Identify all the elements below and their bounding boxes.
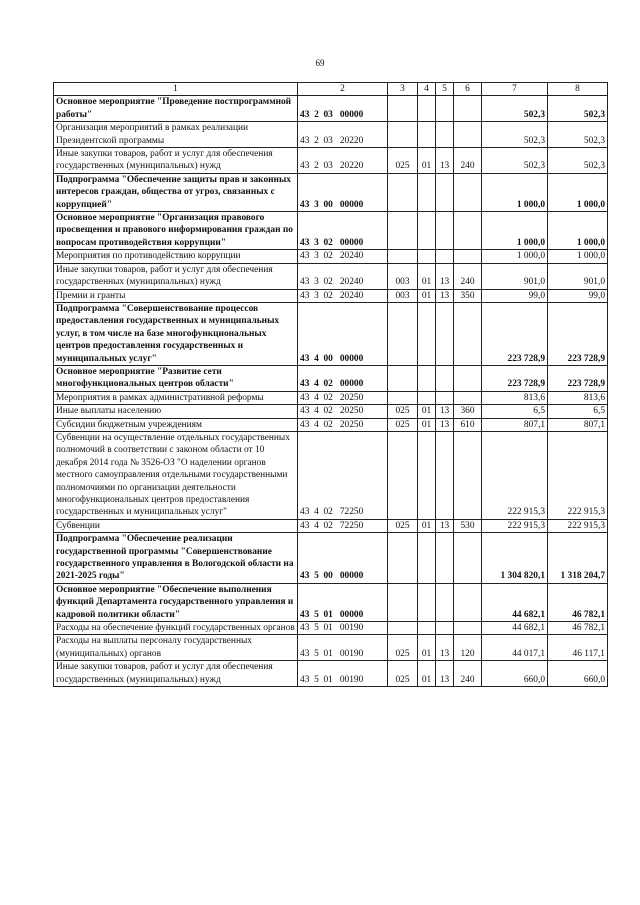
- row-name-cell: Мероприятия по противодействию коррупции: [54, 250, 298, 263]
- row-col5-cell: [436, 212, 454, 250]
- row-col3-cell: [388, 122, 418, 148]
- row-value-2021-cell: 502,3: [482, 96, 548, 122]
- table-row: [54, 263, 608, 289]
- table-row: [54, 431, 608, 519]
- row-value-2021-cell: 99,0: [482, 289, 548, 302]
- table-row: [54, 391, 608, 404]
- row-code-cell: 43 4 02 20250: [298, 391, 388, 404]
- row-col6-cell: [454, 96, 482, 122]
- row-code-cell: 43 4 02 72250: [298, 519, 388, 532]
- row-col6-cell: [454, 583, 482, 621]
- table-row: [54, 365, 608, 391]
- row-value-2021-cell: 223 728,9: [482, 365, 548, 391]
- row-value-2022-cell: 99,0: [548, 289, 608, 302]
- row-name-cell: Основное мероприятие "Обеспечение выполнения функций Департамента государственного управления и кадровой политики области": [54, 583, 298, 621]
- row-code-cell: 43 3 00 00000: [298, 173, 388, 211]
- row-code-cell: 43 4 02 00000: [298, 365, 388, 391]
- row-col4-cell: 01: [418, 148, 436, 174]
- row-col6-cell: 240: [454, 661, 482, 687]
- table-row: [54, 533, 608, 584]
- row-col6-cell: [454, 122, 482, 148]
- row-col3-cell: 025: [388, 405, 418, 418]
- row-code-cell: 43 3 02 20240: [298, 289, 388, 302]
- row-value-2021-cell: 1 000,0: [482, 212, 548, 250]
- row-value-2021-cell: 6,5: [482, 405, 548, 418]
- row-code-cell: 43 4 02 72250: [298, 431, 388, 519]
- row-col4-cell: 01: [418, 661, 436, 687]
- row-value-2022-cell: 1 000,0: [548, 250, 608, 263]
- row-name-cell: Мероприятия в рамках административной реформы: [54, 391, 298, 404]
- table-body: [54, 96, 608, 687]
- row-code-cell: 43 4 02 20250: [298, 418, 388, 431]
- row-value-2022-cell: 1 318 204,7: [548, 533, 608, 584]
- table-row: [54, 635, 608, 661]
- row-value-2022-cell: 223 728,9: [548, 302, 608, 365]
- row-col3-cell: [388, 365, 418, 391]
- row-value-2021-cell: 44 682,1: [482, 622, 548, 635]
- row-value-2022-cell: 807,1: [548, 418, 608, 431]
- row-col3-cell: [388, 431, 418, 519]
- row-value-2022-cell: 502,3: [548, 148, 608, 174]
- row-value-2021-cell: 223 728,9: [482, 302, 548, 365]
- table-row: [54, 583, 608, 621]
- row-value-2021-cell: 901,0: [482, 263, 548, 289]
- row-col3-cell: [388, 533, 418, 584]
- row-col3-cell: [388, 250, 418, 263]
- row-col3-cell: [388, 96, 418, 122]
- row-value-2021-cell: 1 304 820,1: [482, 533, 548, 584]
- row-value-2022-cell: 813,6: [548, 391, 608, 404]
- row-col4-cell: [418, 583, 436, 621]
- table-row: [54, 661, 608, 687]
- row-col4-cell: 01: [418, 635, 436, 661]
- row-value-2022-cell: 46 117,1: [548, 635, 608, 661]
- row-col4-cell: 01: [418, 418, 436, 431]
- row-col4-cell: [418, 622, 436, 635]
- row-col3-cell: 025: [388, 148, 418, 174]
- budget-table: [53, 82, 608, 687]
- row-name-cell: Подпрограмма "Совершенствование процессов предоставления государственных и муниципальных услуг, в том числе на базе многофункциональных центров предоставления государственных и муниципальных услуг": [54, 302, 298, 365]
- page-number: 69: [315, 58, 325, 68]
- row-name-cell: Иные выплаты населению: [54, 405, 298, 418]
- column-header: 7: [482, 83, 548, 96]
- row-col4-cell: 01: [418, 289, 436, 302]
- row-value-2022-cell: 6,5: [548, 405, 608, 418]
- row-col5-cell: [436, 391, 454, 404]
- row-value-2022-cell: 223 728,9: [548, 365, 608, 391]
- row-col3-cell: [388, 622, 418, 635]
- row-col3-cell: [388, 173, 418, 211]
- row-col6-cell: 240: [454, 263, 482, 289]
- row-value-2021-cell: 222 915,3: [482, 431, 548, 519]
- row-col6-cell: 530: [454, 519, 482, 532]
- row-col6-cell: [454, 365, 482, 391]
- row-col6-cell: [454, 622, 482, 635]
- table-row: [54, 122, 608, 148]
- row-col4-cell: 01: [418, 263, 436, 289]
- row-name-cell: Иные закупки товаров, работ и услуг для обеспечения государственных (муниципальных) нужд: [54, 263, 298, 289]
- row-col6-cell: 240: [454, 148, 482, 174]
- row-col3-cell: 003: [388, 263, 418, 289]
- row-name-cell: Основное мероприятие "Развитие сети многофункциональных центров области": [54, 365, 298, 391]
- row-code-cell: 43 5 01 00190: [298, 622, 388, 635]
- table-row: [54, 302, 608, 365]
- row-col4-cell: [418, 212, 436, 250]
- row-col6-cell: [454, 173, 482, 211]
- row-value-2022-cell: 1 000,0: [548, 212, 608, 250]
- row-col5-cell: [436, 173, 454, 211]
- row-value-2021-cell: 1 000,0: [482, 250, 548, 263]
- row-col6-cell: [454, 431, 482, 519]
- row-col5-cell: 13: [436, 661, 454, 687]
- row-name-cell: Премии и гранты: [54, 289, 298, 302]
- row-col3-cell: 025: [388, 635, 418, 661]
- row-name-cell: Подпрограмма "Обеспечение реализации государственной программы "Совершенствование государственного управления в Вологодской области на 2021-2025 годы": [54, 533, 298, 584]
- row-value-2021-cell: 1 000,0: [482, 173, 548, 211]
- row-value-2022-cell: 46 782,1: [548, 622, 608, 635]
- row-value-2022-cell: 502,3: [548, 122, 608, 148]
- row-value-2021-cell: 660,0: [482, 661, 548, 687]
- row-col5-cell: [436, 533, 454, 584]
- row-col4-cell: 01: [418, 519, 436, 532]
- row-col5-cell: [436, 622, 454, 635]
- row-code-cell: 43 2 03 00000: [298, 96, 388, 122]
- row-name-cell: Расходы на выплаты персоналу государственных (муниципальных) органов: [54, 635, 298, 661]
- row-value-2022-cell: 46 782,1: [548, 583, 608, 621]
- row-code-cell: 43 2 03 20220: [298, 122, 388, 148]
- table-row: [54, 519, 608, 532]
- row-code-cell: 43 3 02 20240: [298, 250, 388, 263]
- row-value-2022-cell: 222 915,3: [548, 431, 608, 519]
- row-col3-cell: 025: [388, 661, 418, 687]
- row-name-cell: Субвенции: [54, 519, 298, 532]
- row-col6-cell: [454, 391, 482, 404]
- row-col6-cell: 610: [454, 418, 482, 431]
- row-code-cell: 43 5 00 00000: [298, 533, 388, 584]
- row-code-cell: 43 2 03 20220: [298, 148, 388, 174]
- table-row: [54, 212, 608, 250]
- table-row: [54, 622, 608, 635]
- row-code-cell: 43 5 01 00000: [298, 583, 388, 621]
- row-col4-cell: [418, 302, 436, 365]
- row-name-cell: Организация мероприятий в рамках реализации Президентской программы: [54, 122, 298, 148]
- row-col3-cell: [388, 212, 418, 250]
- row-col4-cell: [418, 173, 436, 211]
- column-header: 3: [388, 83, 418, 96]
- row-col3-cell: [388, 583, 418, 621]
- row-col6-cell: [454, 250, 482, 263]
- row-col4-cell: [418, 96, 436, 122]
- row-name-cell: Иные закупки товаров, работ и услуг для обеспечения государственных (муниципальных) нужд: [54, 661, 298, 687]
- row-col6-cell: 360: [454, 405, 482, 418]
- row-col4-cell: [418, 122, 436, 148]
- row-col4-cell: 01: [418, 405, 436, 418]
- row-col4-cell: [418, 533, 436, 584]
- row-col6-cell: [454, 302, 482, 365]
- row-value-2021-cell: 222 915,3: [482, 519, 548, 532]
- row-value-2021-cell: 813,6: [482, 391, 548, 404]
- row-col5-cell: 13: [436, 263, 454, 289]
- row-name-cell: Субсидии бюджетным учреждениям: [54, 418, 298, 431]
- row-name-cell: Субвенции на осуществление отдельных государственных полномочий в соответствии с законом области от 10 декабря 2014 года № 3526-ОЗ "О наделении органов местного самоуправления отдельными государственными полномочиями по организации деятельности многофункциональных центров предоставления государственных и муниципальных услуг": [54, 431, 298, 519]
- row-col3-cell: [388, 391, 418, 404]
- table-row: [54, 418, 608, 431]
- row-name-cell: Основное мероприятие "Проведение постпрограммной работы": [54, 96, 298, 122]
- row-value-2022-cell: 502,3: [548, 96, 608, 122]
- row-code-cell: 43 3 02 20240: [298, 263, 388, 289]
- table-row: [54, 405, 608, 418]
- row-col5-cell: 13: [436, 418, 454, 431]
- row-col6-cell: 350: [454, 289, 482, 302]
- row-name-cell: Иные закупки товаров, работ и услуг для обеспечения государственных (муниципальных) нужд: [54, 148, 298, 174]
- row-name-cell: Подпрограмма "Обеспечение защиты прав и законных интересов граждан, общества от угроз, связанных с коррупцией": [54, 173, 298, 211]
- row-value-2022-cell: 660,0: [548, 661, 608, 687]
- column-header: 8: [548, 83, 608, 96]
- row-col5-cell: [436, 122, 454, 148]
- row-value-2021-cell: 502,3: [482, 148, 548, 174]
- table-row: [54, 96, 608, 122]
- row-code-cell: 43 5 01 00190: [298, 661, 388, 687]
- row-col4-cell: [418, 365, 436, 391]
- row-value-2022-cell: 901,0: [548, 263, 608, 289]
- row-col5-cell: [436, 365, 454, 391]
- row-col5-cell: [436, 431, 454, 519]
- table-row: [54, 289, 608, 302]
- row-code-cell: 43 3 02 00000: [298, 212, 388, 250]
- row-code-cell: 43 4 02 20250: [298, 405, 388, 418]
- table-row: [54, 148, 608, 174]
- row-col6-cell: [454, 533, 482, 584]
- row-col6-cell: 120: [454, 635, 482, 661]
- column-header: 6: [454, 83, 482, 96]
- row-col5-cell: [436, 583, 454, 621]
- row-col5-cell: 13: [436, 635, 454, 661]
- column-header: 1: [54, 83, 298, 96]
- row-col5-cell: 13: [436, 405, 454, 418]
- column-header: 4: [418, 83, 436, 96]
- row-col5-cell: 13: [436, 148, 454, 174]
- row-col5-cell: [436, 250, 454, 263]
- row-col5-cell: [436, 302, 454, 365]
- row-col4-cell: [418, 250, 436, 263]
- row-col5-cell: 13: [436, 289, 454, 302]
- row-col3-cell: 003: [388, 289, 418, 302]
- row-value-2021-cell: 44 017,1: [482, 635, 548, 661]
- row-col6-cell: [454, 212, 482, 250]
- row-code-cell: 43 5 01 00190: [298, 635, 388, 661]
- column-header: 5: [436, 83, 454, 96]
- table-row: [54, 250, 608, 263]
- row-col3-cell: [388, 302, 418, 365]
- row-col5-cell: 13: [436, 519, 454, 532]
- table-header-row: [54, 83, 608, 96]
- row-name-cell: Расходы на обеспечение функций государственных органов: [54, 622, 298, 635]
- row-value-2022-cell: 222 915,3: [548, 519, 608, 532]
- row-name-cell: Основное мероприятие "Организация правового просвещения и правового информирования граждан по вопросам противодействия коррупции": [54, 212, 298, 250]
- row-value-2021-cell: 44 682,1: [482, 583, 548, 621]
- row-value-2021-cell: 502,3: [482, 122, 548, 148]
- row-col4-cell: [418, 431, 436, 519]
- row-value-2022-cell: 1 000,0: [548, 173, 608, 211]
- row-col5-cell: [436, 96, 454, 122]
- row-col3-cell: 025: [388, 418, 418, 431]
- column-header: 2: [298, 83, 388, 96]
- table-row: [54, 173, 608, 211]
- row-col3-cell: 025: [388, 519, 418, 532]
- row-code-cell: 43 4 00 00000: [298, 302, 388, 365]
- row-value-2021-cell: 807,1: [482, 418, 548, 431]
- row-col4-cell: [418, 391, 436, 404]
